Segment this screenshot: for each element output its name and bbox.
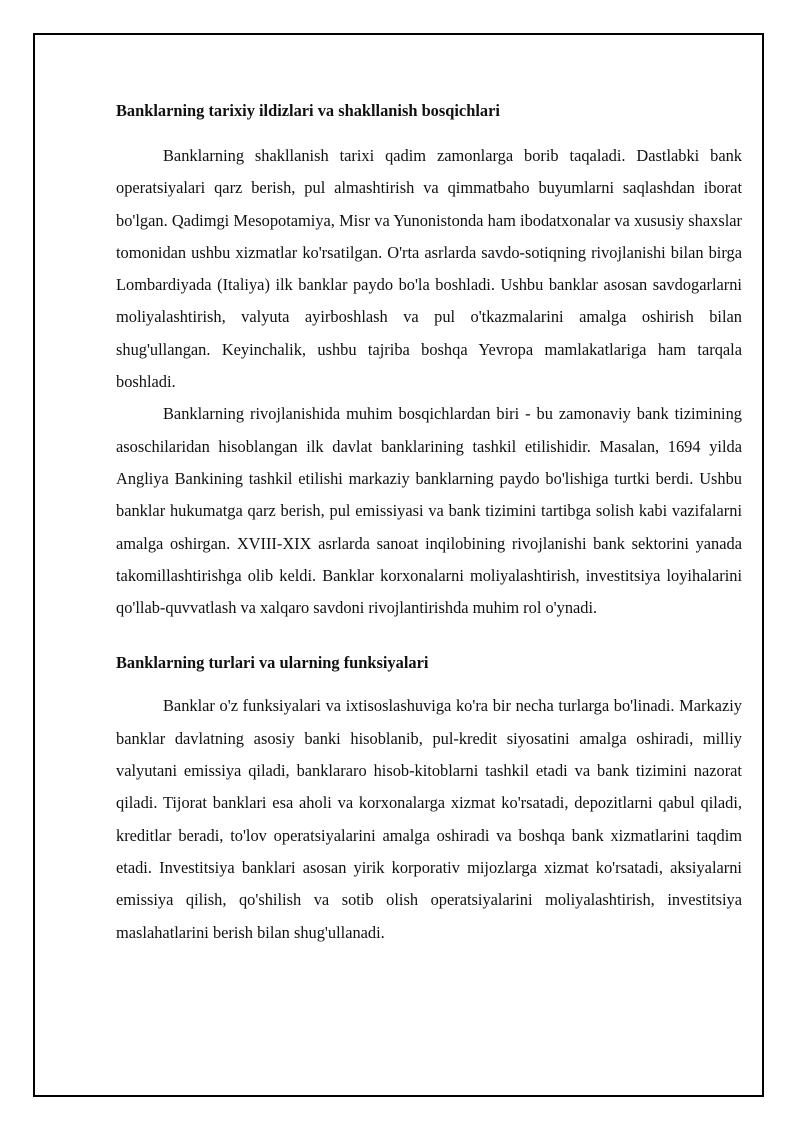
section-heading-history: Banklarning tarixiy ildizlari va shakllanish bosqichlari [116, 101, 500, 120]
section-heading-types: Banklarning turlari va ularning funksiyalari [116, 653, 429, 673]
document-body [116, 97, 742, 949]
paragraph-history-origins: Banklarning shakllanish tarixi qadim zamonlarga borib taqaladi. Dastlabki bank operatsiyalari qarz berish, pul almashtirish va qimmatbaho buyumlarni saqlashdan iborat bo'lgan. Qadimgi Mesopotamiya, Misr va Yunonistonda ham ibodatxonalar va xususiy shaxslar tomonidan ushbu xizmatlar ko'rsatilgan. O'rta asrlarda savdo-sotiqning rivojlanishi bilan birga Lombardiyada (Italiya) ilk banklar paydo bo'la boshladi. Ushbu banklar asosan savdogarlarni moliyalashtirish, valyuta ayirboshlash va pul o'tkazmalarini amalga oshirish bilan shug'ullangan. Keyinchalik, ushbu tajriba boshqa Yevropa mamlakatlariga ham tarqala boshladi. [116, 146, 742, 392]
paragraph-bank-types: Banklar o'z funksiyalari va ixtisoslashuviga ko'ra bir necha turlarga bo'linadi. Markaziy banklar davlatning asosiy banki hisoblanib, pul-kredit siyosatini amalga oshiradi, milliy valyutani emissiya qiladi, banklararo hisob-kitoblarni tashkil etadi va bank tizimini nazorat qiladi. Tijorat banklari esa aholi va korxonalarga xizmat ko'rsatadi, depozitlarni qabul qiladi, kreditlar beradi, to'lov operatsiyalarini amalga oshiradi va boshqa bank xizmatlarini taqdim etadi. Investitsiya banklari asosan yirik korporativ mijozlarga xizmat ko'rsatadi, aksiyalarni emissiya qilish, qo'shilish va sotib olish operatsiyalarini moliyalashtirish, investitsiya maslahatlarini berish bilan shug'ullanadi. [116, 696, 742, 942]
paragraph-history-development: Banklarning rivojlanishida muhim bosqichlardan biri - bu zamonaviy bank tizimining asoschilaridan hisoblangan ilk davlat banklarining tashkil etilishidir. Masalan, 1694 yilda Angliya Bankining tashkil etilishi markaziy banklarning paydo bo'lishiga turtki berdi. Ushbu banklar hukumatga qarz berish, pul emissiyasi va bank tizimini tartibga solish kabi vazifalarni amalga oshirgan. XVIII-XIX asrlarda sanoat inqilobining rivojlanishi bank sektorini yanada takomillashtirishga olib keldi. Banklar korxonalarni moliyalashtirish, investitsiya loyihalarini qo'llab-quvvatlash va xalqaro savdoni rivojlantirishda muhim rol o'ynadi. [116, 404, 742, 618]
